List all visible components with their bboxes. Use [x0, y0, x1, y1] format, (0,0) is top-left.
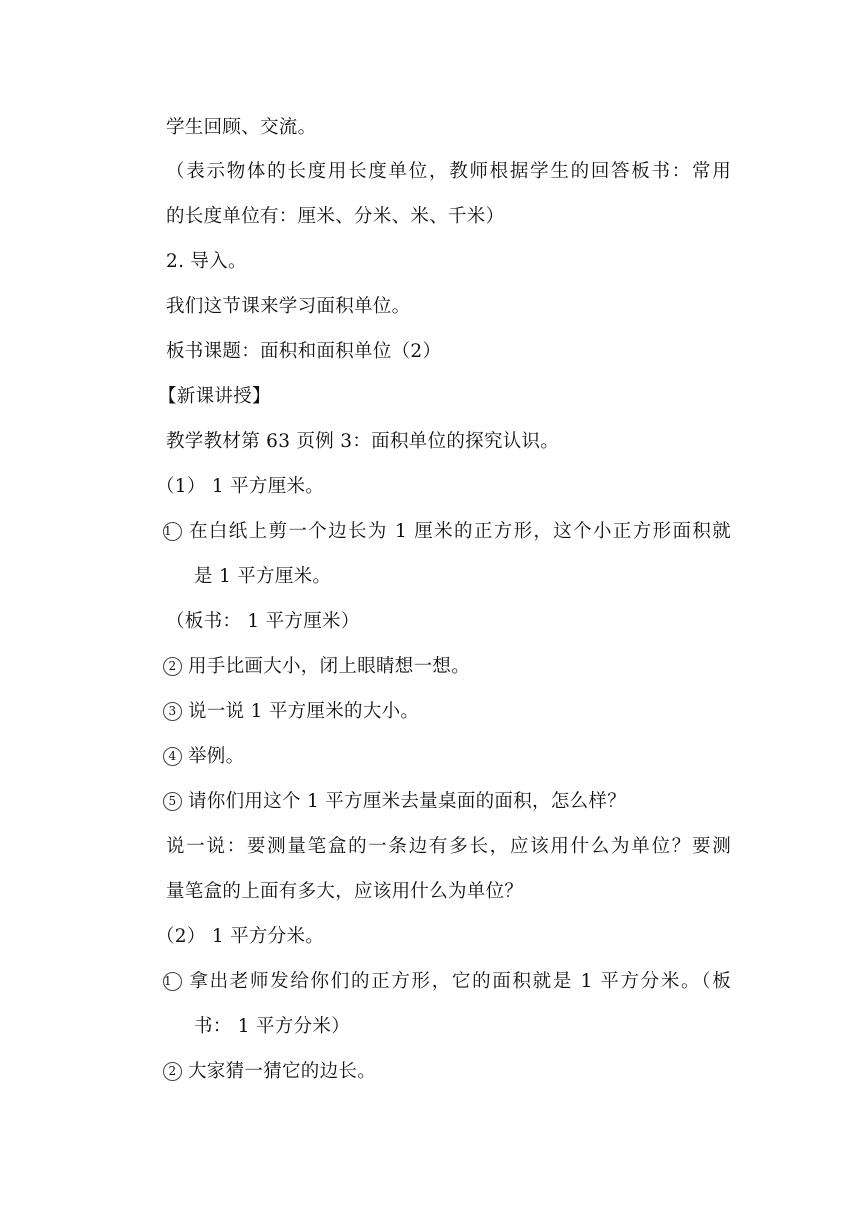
text-board-title: 板书课题：面积和面积单位（2）	[166, 341, 442, 362]
text-take-square: 拿出老师发给你们的正方形，它的面积就是 1 平方分米。（板	[188, 971, 731, 992]
item-5-measure-desk	[163, 790, 626, 814]
paragraph-review	[166, 116, 316, 140]
circled-number: 2	[163, 657, 182, 676]
text-intro: 2. 导入。	[166, 251, 247, 272]
text-guess-side: 大家猜一猜它的边长。	[188, 1061, 377, 1082]
text-measure-desk: 请你们用这个 1 平方厘米去量桌面的面积，怎么样？	[188, 791, 627, 812]
circled-number: 4	[163, 747, 182, 766]
item-1-cut-square	[163, 520, 731, 544]
section-new-lesson	[158, 385, 271, 409]
text-cut-square: 在白纸上剪一个边长为 1 厘米的正方形，这个小正方形面积就	[188, 521, 731, 542]
text-length-units-1: （表示物体的长度用长度单位，教师根据学生的回答板书：常用	[166, 161, 731, 182]
text-board-dm: 书： 1 平方分米）	[194, 1016, 351, 1037]
circled-number: 1	[163, 522, 182, 541]
text-new-lesson: 【新课讲授】	[158, 386, 271, 407]
text-square-cm: （1） 1 平方厘米。	[156, 476, 325, 497]
item-1-continued	[194, 565, 331, 589]
item-1-take-square	[163, 970, 731, 994]
paragraph-length-units-2	[166, 205, 504, 229]
item-2-guess-side	[163, 1060, 376, 1084]
item-2-gesture	[163, 655, 470, 679]
text-gesture: 用手比画大小，闭上眼睛想一想。	[188, 656, 471, 677]
paragraph-discuss-2	[166, 880, 523, 904]
paragraph-example	[166, 430, 559, 454]
text-is-square-cm: 是 1 平方厘米。	[194, 566, 332, 587]
text-discuss-2: 量笔盒的上面有多大，应该用什么为单位？	[166, 881, 524, 902]
subsection-square-cm	[156, 475, 324, 499]
text-length-units-2: 的长度单位有：厘米、分米、米、千米）	[166, 206, 505, 227]
text-examples: 举例。	[188, 746, 245, 767]
item-3-describe	[163, 700, 419, 724]
paragraph-discuss-1	[166, 835, 731, 859]
paragraph-length-units-1	[166, 160, 731, 184]
subsection-square-dm	[156, 925, 324, 949]
item-1-board-dm	[194, 1015, 350, 1039]
paragraph-board-title	[166, 340, 441, 364]
text-board-cm: （板书： 1 平方厘米）	[166, 611, 360, 632]
item-4-examples	[163, 745, 244, 769]
text-example: 教学教材第 63 页例 3：面积单位的探究认识。	[166, 431, 560, 452]
text-square-dm: （2） 1 平方分米。	[156, 926, 325, 947]
paragraph-board-cm	[166, 610, 360, 634]
circled-number: 3	[163, 702, 182, 721]
text-discuss-1: 说一说：要测量笔盒的一条边有多长，应该用什么为单位？要测	[166, 836, 731, 857]
paragraph-learn-units	[166, 295, 410, 319]
circled-number: 5	[163, 792, 182, 811]
circled-number: 2	[163, 1062, 182, 1081]
text-review: 学生回顾、交流。	[166, 117, 317, 138]
circled-number: 1	[163, 972, 182, 991]
section-intro	[166, 250, 247, 274]
text-learn-units: 我们这节课来学习面积单位。	[166, 296, 411, 317]
text-describe: 说一说 1 平方厘米的大小。	[188, 701, 420, 722]
